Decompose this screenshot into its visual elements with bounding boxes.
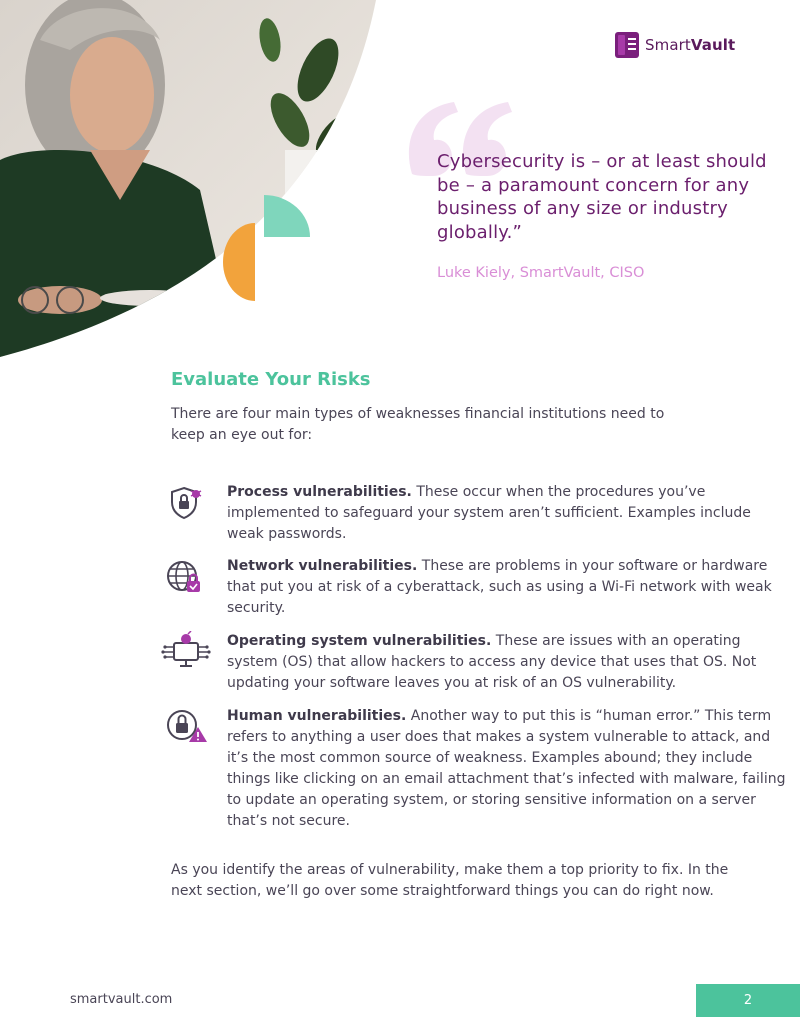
smartvault-logo [614, 30, 735, 60]
item-title: Human vulnerabilities. [227, 708, 407, 724]
list-item-process [160, 482, 780, 548]
item-text [227, 482, 787, 545]
item-body: These are issues with an operating system (OS) that allow hackers to access any device that uses that OS. Not updating your software leaves you at risk of an OS vulnerability. [227, 633, 757, 691]
lock-warning-icon [160, 706, 214, 746]
section-intro: There are four main types of weaknesses financial institutions need to keep an eye out for: [171, 406, 665, 443]
item-text [227, 631, 787, 694]
item-text [227, 556, 787, 619]
list-item-os [160, 631, 780, 697]
closing-paragraph: As you identify the areas of vulnerability, make them a top priority to fix. In the next section, we’ll go over some straightforward things you can do right now. [171, 862, 729, 899]
logo-text [645, 36, 735, 54]
item-body: Another way to put this is “human error.” This term refers to anything a user does that makes a system vulnerable to attack, and it’s the most common source of weakness. Examples abound; they include things like clicking on an email attachment that’s infected with malware, failing to update an operating system, or storing sensitive information on a server that’s not secure. [227, 708, 786, 829]
item-title: Operating system vulnerabilities. [227, 633, 492, 649]
pull-quote: Cybersecurity is – or at least should be – a paramount concern for any business of any size or industry globally.” [437, 151, 767, 243]
vault-book-icon [614, 30, 640, 60]
item-body: These are problems in your software or hardware that put you at risk of a cyberattack, such as using a Wi-Fi network with weak security. [227, 558, 772, 616]
logo-text-light: Smart [645, 36, 691, 54]
page-number: 2 [696, 984, 800, 1017]
monitor-circuit-bug-icon [160, 631, 214, 671]
list-item-human [160, 706, 786, 836]
shield-lock-bug-icon [160, 482, 214, 522]
quote-attribution: Luke Kiely, SmartVault, CISO [437, 265, 645, 281]
footer-url[interactable]: smartvault.com [70, 992, 173, 1007]
logo-text-bold: Vault [690, 36, 736, 54]
globe-lock-icon [160, 556, 214, 596]
section-title: Evaluate Your Risks [171, 369, 371, 390]
item-title: Process vulnerabilities. [227, 484, 412, 500]
item-title: Network vulnerabilities. [227, 558, 418, 574]
item-text [227, 706, 787, 832]
item-body: These occur when the procedures you’ve implemented to safeguard your system aren’t sufficient. Examples include weak passwords. [227, 484, 751, 542]
list-item-network [160, 556, 780, 622]
